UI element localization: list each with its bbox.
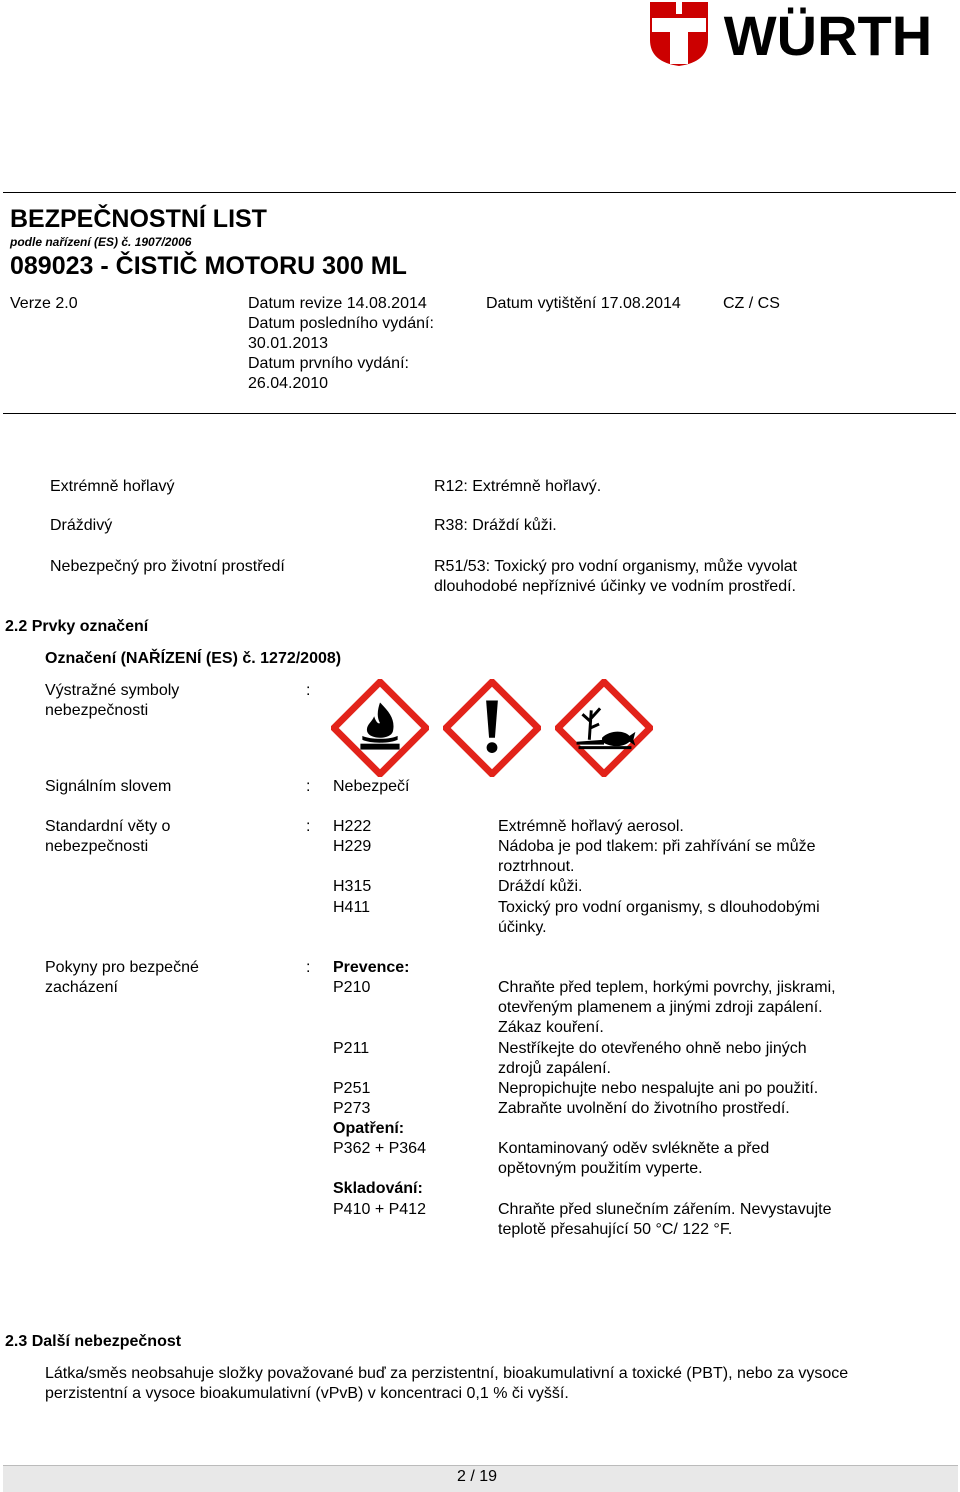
brand-wordmark: WÜRTH	[723, 4, 933, 67]
section-text: perzistentní a vysoce bioakumulativní (vPvB) v koncentraci 0,1 % či vyšší.	[45, 1385, 569, 1402]
regulation-heading: Označení (NAŘÍZENÍ (ES) č. 1272/2008)	[45, 650, 342, 667]
hazard-label: nebezpečnosti	[45, 838, 149, 855]
first-issue-label: Datum prvního vydání:	[248, 355, 409, 372]
signal-label: Signálním slovem	[45, 778, 172, 795]
colon: :	[306, 778, 311, 795]
wurth-logo	[648, 0, 956, 68]
colon: :	[306, 959, 311, 976]
last-issue-date: 30.01.2013	[248, 335, 329, 352]
precaution-text: Nestříkejte do otevřeného ohně nebo jiných	[498, 1040, 807, 1057]
page-number: 2 / 19	[457, 1468, 498, 1485]
hazard-code: H222	[333, 818, 372, 835]
precaution-text: otevřeným plamenem a jinými zdroji zapálení.	[498, 999, 823, 1016]
section-text: Látka/směs neobsahuje složky považované buď za perzistentní, bioakumulativní a toxické (PBT), nebo za vysoce	[45, 1365, 849, 1382]
classification-text: R38: Dráždí kůži.	[434, 517, 557, 534]
precaution-code: P211	[333, 1040, 370, 1057]
precaution-text: Chraňte před teplem, horkými povrchy, jiskrami,	[498, 979, 836, 996]
classification-text: R12: Extrémně hořlavý.	[434, 478, 602, 495]
hazard-code: H411	[333, 899, 371, 916]
precaution-code: P410 + P412	[333, 1201, 426, 1218]
header-top-rule	[3, 192, 956, 193]
precaution-text: Chraňte před slunečním zářením. Nevystavujte	[498, 1201, 832, 1218]
product-name: 089023 - ČISTIČ MOTORU 300 ML	[10, 252, 407, 280]
hazard-code: H315	[333, 878, 372, 895]
colon: :	[306, 682, 311, 699]
classification-text: dlouhodobé nepříznivé účinky ve vodním prostředí.	[434, 578, 796, 595]
precaution-label: zacházení	[45, 979, 118, 996]
colon: :	[306, 818, 311, 835]
prevention-heading: Prevence:	[333, 959, 410, 976]
version: Verze 2.0	[10, 295, 78, 312]
hazard-text: Toxický pro vodní organismy, s dlouhodobými	[498, 899, 820, 916]
locale: CZ / CS	[723, 295, 780, 312]
hazard-text: Extrémně hořlavý aerosol.	[498, 818, 684, 835]
precaution-text: Zabraňte uvolnění do životního prostředí.	[498, 1100, 790, 1117]
regulation-subtitle: podle nařízení (ES) č. 1907/2006	[10, 235, 192, 249]
exclamation-icon	[443, 679, 541, 777]
precaution-code: P210	[333, 979, 371, 996]
environment-icon	[555, 679, 653, 777]
classification-text: R51/53: Toxický pro vodní organismy, může vyvolat	[434, 558, 798, 575]
precaution-code: P273	[333, 1100, 371, 1117]
document-title: BEZPEČNOSTNÍ LIST	[10, 205, 267, 233]
section-heading-2-2: 2.2 Prvky označení	[5, 618, 149, 635]
hazard-code: H229	[333, 838, 372, 855]
symbols-label: nebezpečnosti	[45, 702, 149, 719]
hazard-text: roztrhnout.	[498, 858, 575, 875]
first-issue-date: 26.04.2010	[248, 375, 329, 392]
section-heading-2-3: 2.3 Další nebezpečnost	[5, 1333, 182, 1350]
precaution-text: Kontaminovaný oděv svlékněte a před	[498, 1140, 770, 1157]
hazard-label: Standardní věty o	[45, 818, 171, 835]
precaution-text: opětovným použitím vyperte.	[498, 1160, 703, 1177]
precaution-text: Zákaz kouření.	[498, 1019, 604, 1036]
storage-heading: Skladování:	[333, 1180, 423, 1197]
precaution-label: Pokyny pro bezpečné	[45, 959, 199, 976]
precaution-text: zdrojů zapálení.	[498, 1060, 611, 1077]
hazard-text: účinky.	[498, 919, 547, 936]
last-issue-label: Datum posledního vydání:	[248, 315, 434, 332]
classification-label: Nebezpečný pro životní prostředí	[50, 558, 285, 575]
precaution-code: P251	[333, 1080, 371, 1097]
print-date: Datum vytištění 17.08.2014	[486, 295, 681, 312]
flame-icon	[331, 679, 429, 777]
symbols-label: Výstražné symboly	[45, 682, 180, 699]
header-bottom-rule	[3, 413, 956, 414]
revision-date: Datum revize 14.08.2014	[248, 295, 427, 312]
hazard-text: Nádoba je pod tlakem: při zahřívání se může	[498, 838, 816, 855]
precaution-text: teplotě přesahující 50 °C/ 122 °F.	[498, 1221, 733, 1238]
classification-label: Extrémně hořlavý	[50, 478, 175, 495]
precaution-text: Nepropichujte nebo nespalujte ani po použití.	[498, 1080, 819, 1097]
hazard-text: Dráždí kůži.	[498, 878, 583, 895]
response-heading: Opatření:	[333, 1120, 405, 1137]
signal-word: Nebezpečí	[333, 778, 410, 795]
precaution-code: P362 + P364	[333, 1140, 426, 1157]
classification-label: Dráždivý	[50, 517, 113, 534]
